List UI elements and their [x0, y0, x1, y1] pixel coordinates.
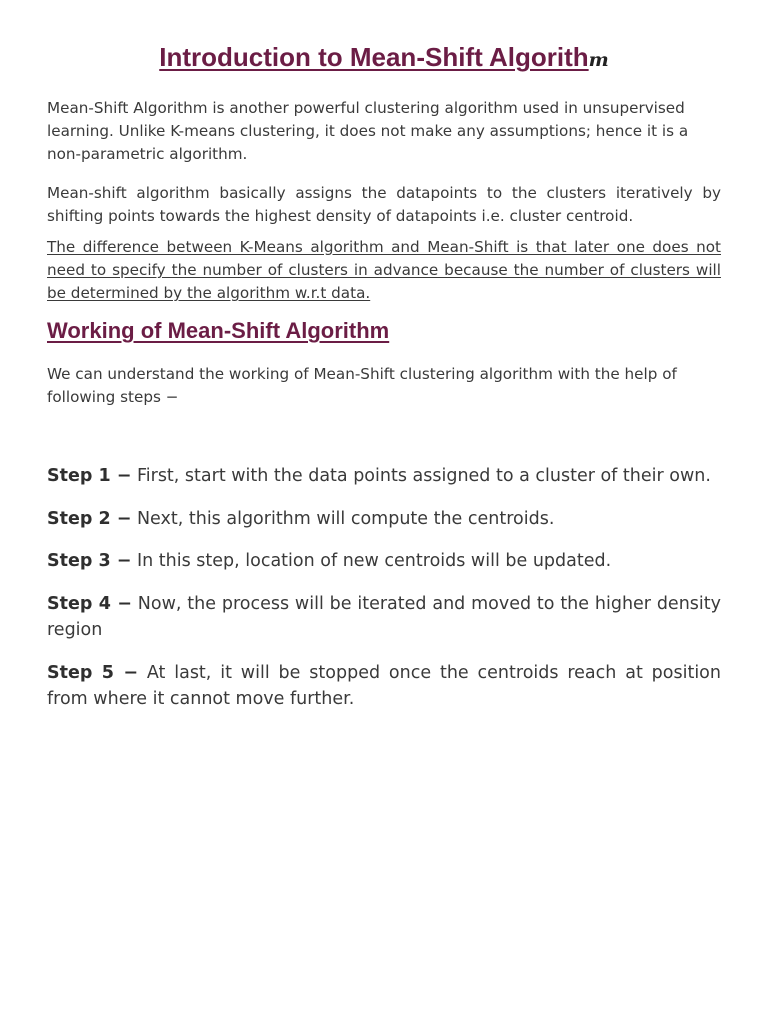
step-3-text: In this step, location of new centroids will be updated. [136, 551, 612, 571]
step-3 [47, 548, 721, 574]
page-title [0, 42, 768, 73]
section-heading: Working of Mean-Shift Algorithm [47, 318, 390, 343]
step-4-label: Step 4 − [47, 594, 132, 614]
step-2-label: Step 2 − [47, 509, 132, 529]
step-4-text: Now, the process will be iterated and moved to the higher density region [47, 594, 721, 640]
section-intro-paragraph: We can understand the working of Mean-Shift clustering algorithm with the help of following steps − [47, 365, 677, 406]
step-3-label: Step 3 − [47, 551, 132, 571]
step-1 [47, 463, 721, 489]
step-1-text: First, start with the data points assigned to a cluster of their own. [136, 466, 711, 486]
step-2 [47, 506, 721, 532]
step-1-label: Step 1 − [47, 466, 132, 486]
step-5 [47, 660, 721, 712]
page-title-tail: m [588, 49, 609, 71]
intro-paragraph: Mean-Shift Algorithm is another powerful clustering algorithm used in unsupervised learning. Unlike K-means clustering, it does not make any assumptions; hence it is a non-parametric algorithm. [47, 99, 689, 163]
step-4 [47, 591, 721, 643]
step-5-text: At last, it will be stopped once the centroids reach at position from where it cannot move further. [47, 663, 721, 709]
basics-paragraph: Mean-shift algorithm basically assigns the datapoints to the clusters iteratively by shifting points towards the highest density of datapoints i.e. cluster centroid. [47, 184, 721, 225]
page-title-main: Introduction to Mean-Shift Algorith [159, 42, 589, 72]
difference-paragraph: The difference between K-Means algorithm and Mean-Shift is that later one does not need to specify the number of clusters in advance because the number of clusters will be determined by the algorithm w.r.t data. [47, 238, 721, 302]
step-2-text: Next, this algorithm will compute the centroids. [136, 509, 555, 529]
step-5-label: Step 5 − [47, 663, 138, 683]
